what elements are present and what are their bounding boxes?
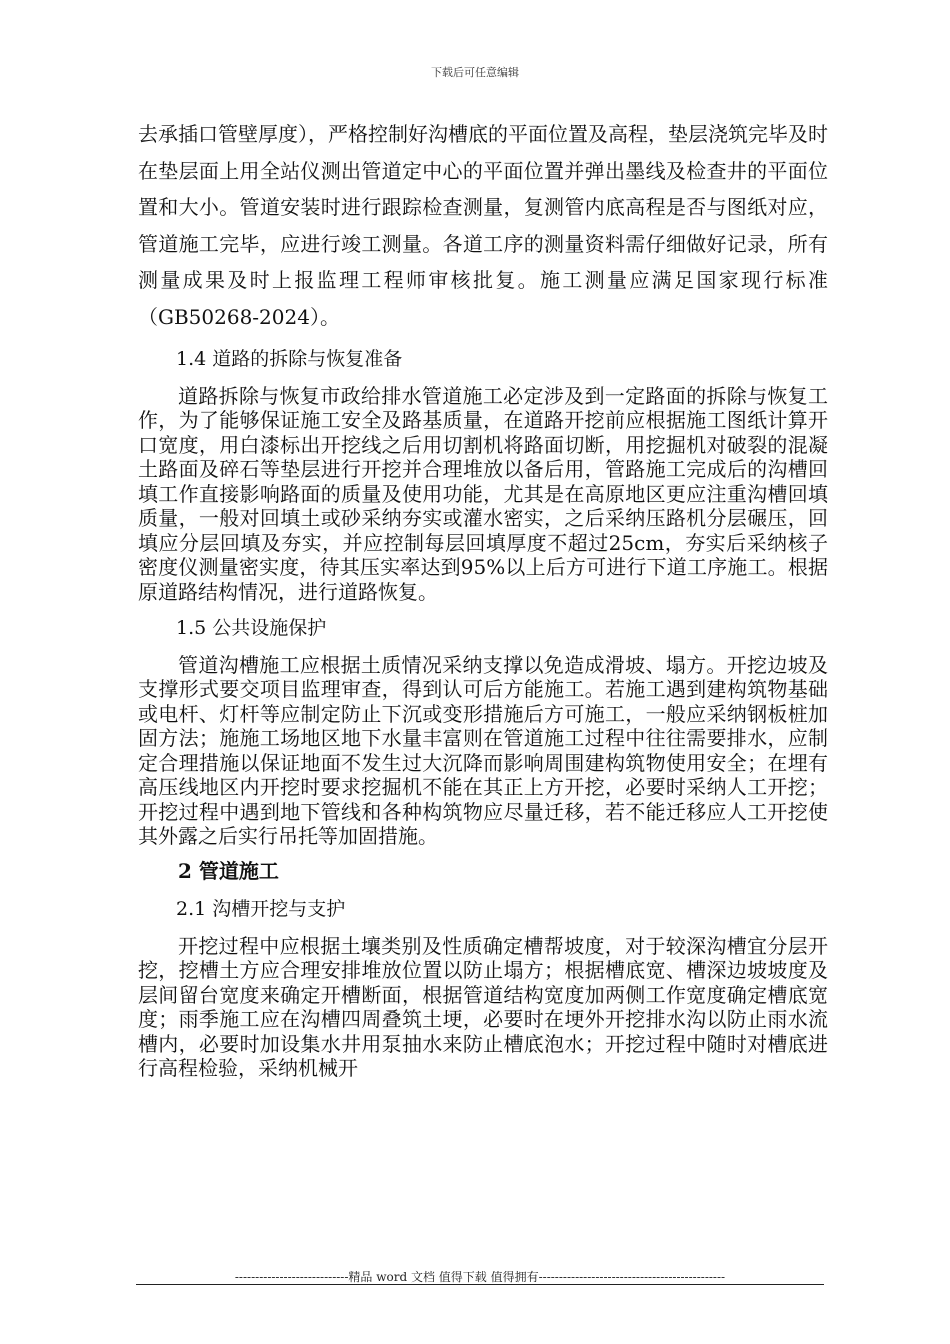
section-2-1-heading: 2.1 沟槽开挖与支护 (176, 898, 346, 920)
section-1-5-heading: 1.5 公共设施保护 (176, 617, 327, 639)
section-1-4-heading: 1.4 道路的拆除与恢复准备 (176, 348, 403, 370)
section-1-4-paragraph: 道路拆除与恢复市政给排水管道施工必定涉及到一定路面的拆除与恢复工作，为了能够保证施工安全及路基质量，在道路开挖前应根据施工图纸计算开口宽度，用白漆标出开挖线之后用切割机将路面切断，用挖掘机对破裂的混凝土路面及碎石等垫层进行开挖并合理堆放以备后用，管路施工完成后的沟槽回填工作直接影响路面的质量及使用功能，尤其是在高原地区更应注重沟槽回填质量，一般对回填土或砂采纳夯实或灌水密实，之后采纳压路机分层碾压，回填应分层回填及夯实，并应控制每层回填厚度不超过25cm，夯实后采纳核子密度仪测量密实度，待其压实率达到95%以上后方可进行下道工序施工。根据原道路结构情况，进行道路恢复。 (138, 383, 828, 604)
intro-paragraph: 去承插口管壁厚度），严格控制好沟槽底的平面位置及高程，垫层浇筑完毕及时在垫层面上用全站仪测出管道定中心的平面位置并弹出墨线及检查井的平面位置和大小。管道安装时进行跟踪检查测量，复测管内底高程是否与图纸对应，管道施工完毕，应进行竣工测量。各道工序的测量资料需仔细做好记录，所有测量成果及时上报监理工程师审核批复。施工测量应满足国家现行标准（GB50268-2024）。 (138, 122, 828, 329)
section-2-1-paragraph: 开挖过程中应根据土壤类别及性质确定槽帮坡度，对于较深沟槽宜分层开挖，挖槽土方应合理安排堆放位置以防止塌方；根据槽底宽、槽深边坡坡度及层间留台宽度来确定开槽断面，根据管道结构宽度加两侧工作宽度确定槽底宽度；雨季施工应在沟槽四周叠筑土埂，必要时在埂外开挖排水沟以防止雨水流槽内，必要时加设集水井用泵抽水来防止槽底泡水；开挖过程中随时对槽底进行高程检验，采纳机械开 (138, 933, 828, 1080)
section-1-5-paragraph: 管道沟槽施工应根据土质情况采纳支撑以免造成滑坡、塌方。开挖边坡及支撑形式要交项目监理审查，得到认可后方能施工。若施工遇到建构筑物基础或电杆、灯杆等应制定防止下沉或变形措施后方可施工，一般应采纳钢板桩加固方法；施施工场地区地下水量丰富则在管道施工过程中往往需要排水，应制定合理措施以保证地面不发生过大沉降而影响周围建构筑物使用安全；在埋有高压线地区内开挖时要求挖掘机不能在其正上方开挖，必要时采纳人工开挖；开挖过程中遇到地下管线和各种构筑物应尽量迁移，若不能迁移应人工开挖使其外露之后实行吊托等加固措施。 (138, 652, 828, 848)
page-header: 下载后可任意编辑 (431, 66, 519, 79)
footer-divider (136, 1284, 824, 1285)
section-2-heading: 2 管道施工 (178, 858, 279, 883)
document-body (138, 116, 828, 1081)
page-footer: ----------------------------精品 word 文档 值得下载 值得拥有---------------------------------------------- (234, 1270, 726, 1284)
